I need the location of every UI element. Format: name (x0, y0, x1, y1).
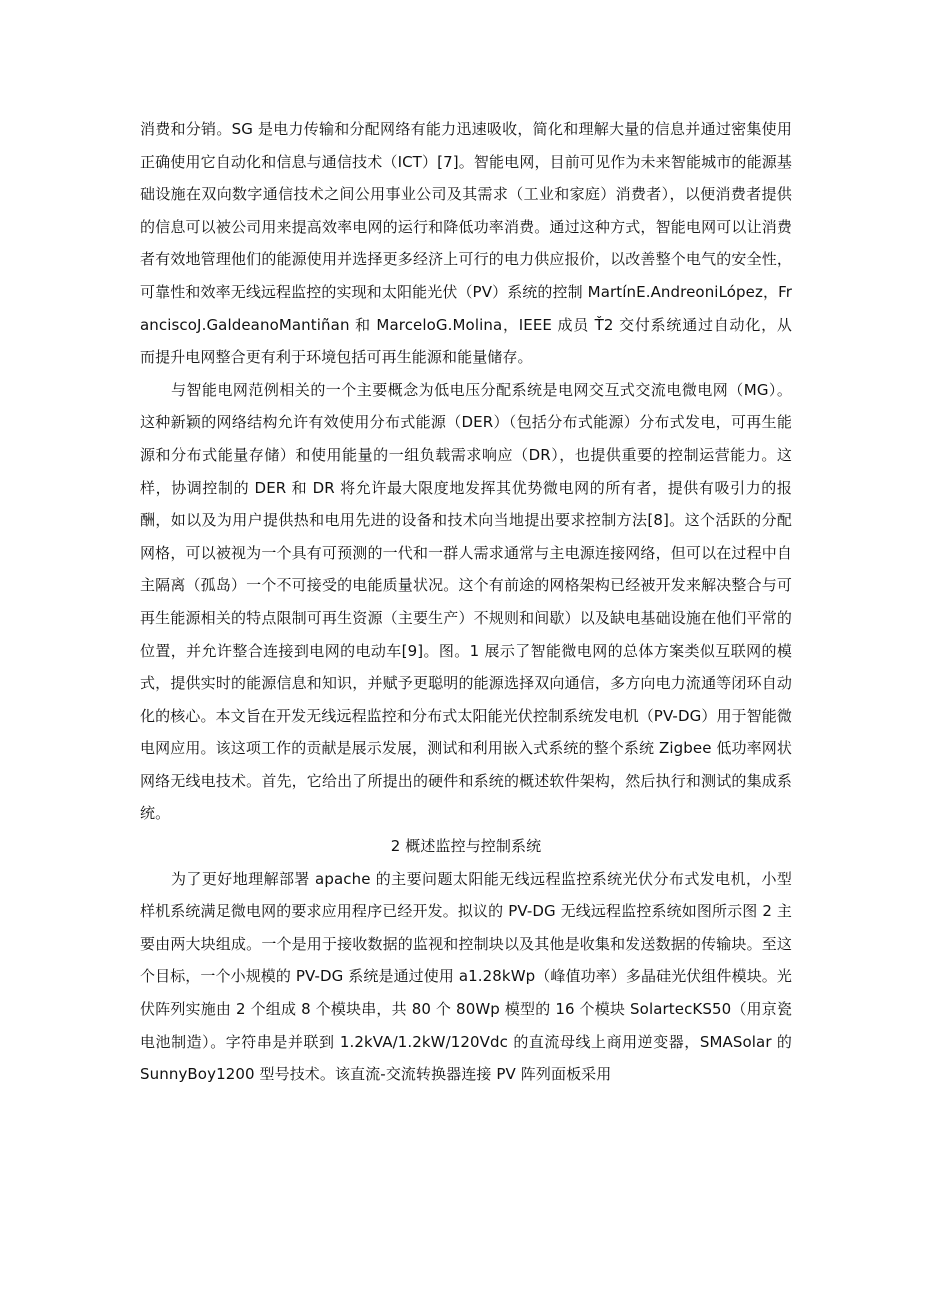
section-heading: 2 概述监控与控制系统 (390, 837, 542, 856)
paragraph-microgrid: 与智能电网范例相关的一个主要概念为低电压分配系统是电网交互式交流电微电网（MG）。这种新颖的网络结构允许有效使用分布式能源（DER）（包括分布式能源）分布式发电，可再生能源和分布式能量存储）和使用能量的一组负载需求响应（DR），也提供重要的控制运营能力。这样，协调控制的 DER 和 DR 将允许最大限度地发挥其优势微电网的所有者，提供有吸引力的报酬，如以及为用户提供热和电用先进的设备和技术向当地提出要求控制方法[8]。这个活跃的分配网格，可以被视为一个具有可预测的一代和一群人需求通常与主电源连接网络，但可以在过程中自主隔离（孤岛）一个不可接受的电能质量状况。这个有前途的网格架构已经被开发来解决整合与可再生能源相关的特点限制可再生资源（主要生产）不规则和间歇）以及缺电基础设施在他们平常的位置，并允许整合连接到电网的电动车[9]。图。1 展示了智能微电网的总体方案类似互联网的模式，提供实时的能源信息和知识，并赋予更聪明的能源选择双向通信，多方向电力流通等闭环自动化的核心。本文旨在开发无线远程监控和分布式太阳能光伏控制系统发电机（PV-DG）用于智能微电网应用。该这项工作的贡献是展示发展，测试和利用嵌入式系统的整个系统 Zigbee 低功率网状网络无线电技术。首先，它给出了所提出的硬件和系统的概述软件架构，然后执行和测试的集成系统。 (140, 380, 792, 823)
document-body (140, 113, 792, 1091)
paragraph-smart-grid-intro: 消费和分销。SG 是电力传输和分配网络有能力迅速吸收，简化和理解大量的信息并通过密集使用正确使用它自动化和信息与通信技术（ICT）[7]。智能电网，目前可见作为未来智能城市的能源基础设施在双向数字通信技术之间公用事业公司及其需求（工业和家庭）消费者），以便消费者提供的信息可以被公司用来提高效率电网的运行和降低功率消费。通过这种方式，智能电网可以让消费者有效地管理他们的能源使用并选择更多经济上可行的电力供应报价，以改善整个电气的安全性，可靠性和效率无线远程监控的实现和太阳能光伏（PV）系统的控制 MartínE.AndreoniLópez，FranciscoJ.GaldeanoMantiñan 和 MarceloG.Molina，IEEE 成员 Ť2 交付系统通过自动化，从而提升电网整合更有利于环境包括可再生能源和能量储存。 (140, 120, 792, 367)
paragraph-system-overview: 为了更好地理解部署 apache 的主要问题太阳能无线远程监控系统光伏分布式发电机，小型样机系统满足微电网的要求应用程序已经开发。拟议的 PV-DG 无线远程监控系统如图所示图 2 主要由两大块组成。一个是用于接收数据的监视和控制块以及其他是收集和发送数据的传输块。至这个目标，一个小规模的 PV-DG 系统是通过使用 a1.28kWp（峰值功率）多晶硅光伏组件模块。光伏阵列实施由 2 个组成 8 个模块串，共 80 个 80Wp 模型的 16 个模块 SolartecKS50（用京瓷电池制造）。字符串是并联到 1.2kVA/1.2kW/120Vdc 的直流母线上商用逆变器，SMASolar 的 SunnyBoy1200 型号技术。该直流-交流转换器连接 PV 阵列面板采用 (140, 869, 792, 1084)
